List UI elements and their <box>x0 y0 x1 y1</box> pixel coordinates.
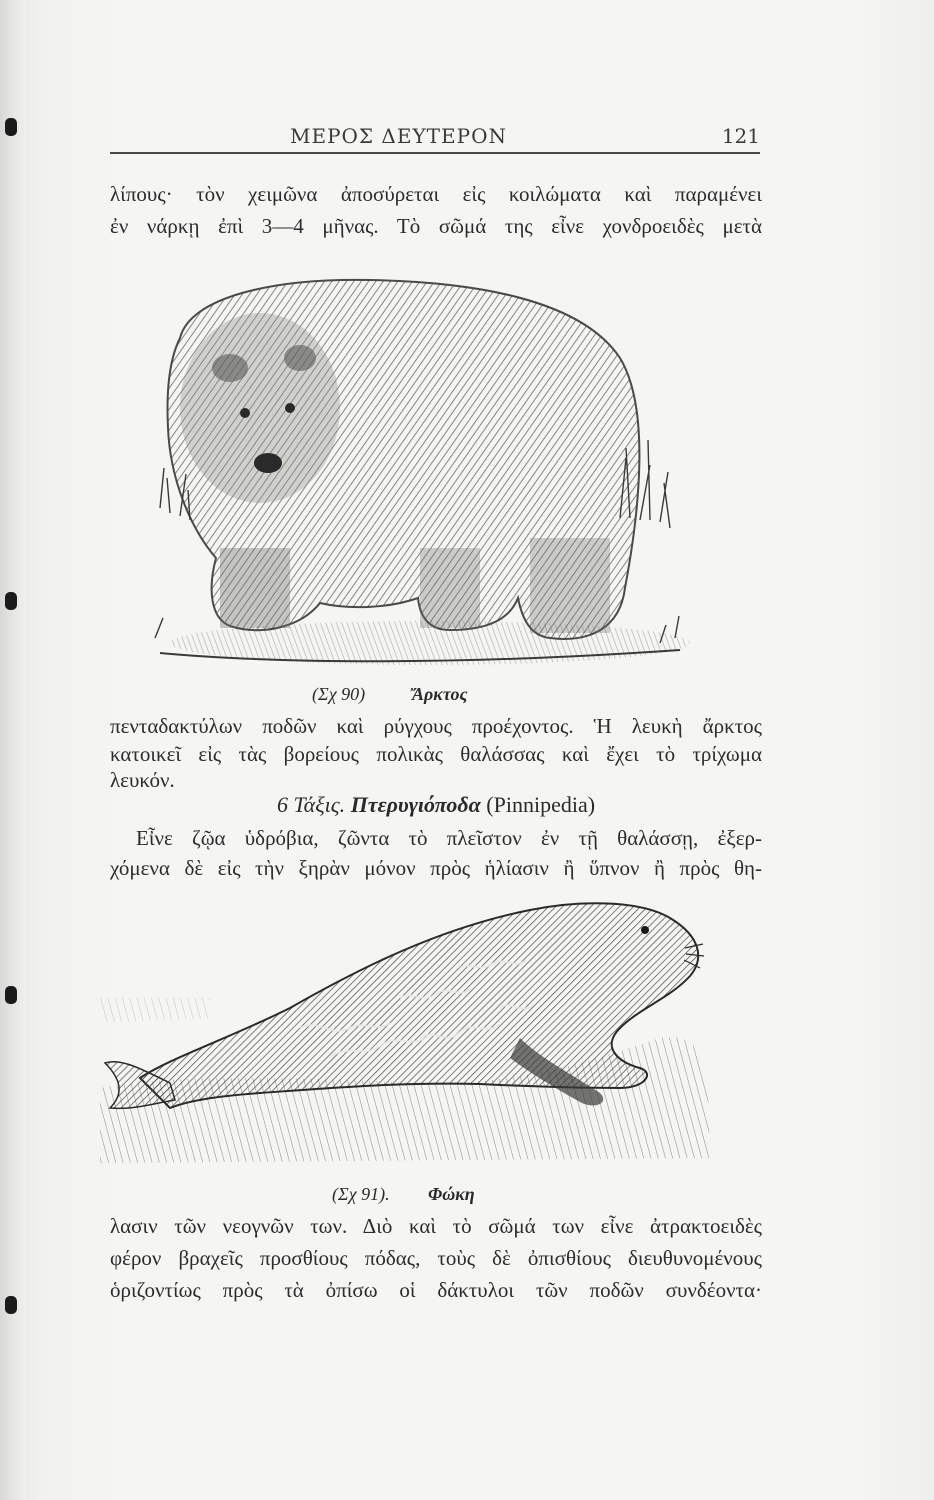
seal-caption-name: Φώκη <box>428 1184 475 1204</box>
binding-hole <box>5 1296 17 1314</box>
text-line: λευκόν. <box>110 768 175 792</box>
text-line: ὁριζοντίως πρὸς τὰ ὀπίσω οἱ δάκτυλοι τῶν ποδῶν συνδέοντα· <box>110 1278 762 1302</box>
bear-caption-number: (Σχ 90) <box>312 684 366 704</box>
text-line: πενταδακτύλων ποδῶν καὶ ρύγχους προέχοντος. Ἡ λευκὴ ἄρκτος <box>110 714 762 738</box>
section-name: Πτερυγιόποδα <box>350 792 481 817</box>
header-rule <box>110 152 760 154</box>
binding-hole <box>5 986 17 1004</box>
bear-illustration <box>150 258 690 678</box>
page-number: 121 <box>721 124 760 148</box>
bear-caption-name: Ἄρκτος <box>412 684 468 704</box>
section-heading <box>110 792 762 818</box>
text-line: Εἶνε ζῷα ὑδρόβια, ζῶντα τὸ πλεῖστον ἐν τῇ θαλάσσῃ, ἐξερ- <box>136 826 762 850</box>
text-line: κατοικεῖ εἰς τὰς βορείους πολικὰς θαλάσσας καὶ ἔχει τὸ τρίχωμα <box>110 742 762 766</box>
page-header <box>110 118 760 152</box>
text-line: ἐν νάρκῃ ἐπὶ 3—4 μῆνας. Τὸ σῶμά της εἶνε χονδροειδὲς μετὰ <box>110 214 762 238</box>
section-label: Τάξις. <box>293 792 346 817</box>
section-latin: (Pinnipedia) <box>486 792 596 817</box>
text-line: λίπους· τὸν χειμῶνα ἀποσύρεται εἰς κοιλώματα καὶ παραμένει <box>110 182 762 206</box>
running-head: ΜΕΡΟΣ ΔΕΥΤΕΡΟΝ <box>290 124 507 148</box>
binding-edge <box>0 0 26 1500</box>
section-number: 6 <box>276 792 288 817</box>
seal-illustration <box>100 888 720 1178</box>
binding-hole <box>5 592 17 610</box>
text-line: φέρον βραχεῖς προσθίους πόδας, τοὺς δὲ ὀπισθίους διευθυνομένους <box>110 1246 762 1270</box>
seal-caption-number: (Σχ 91). <box>332 1184 390 1204</box>
binding-hole <box>5 118 17 136</box>
text-line: χόμενα δὲ εἰς τὴν ξηρὰν μόνον πρὸς ἡλίασιν ἢ ὕπνον ἢ πρὸς θη- <box>110 856 762 880</box>
text-line: λασιν τῶν νεογνῶν των. Διὸ καὶ τὸ σῶμά των εἶνε ἀτρακτοειδὲς <box>110 1214 762 1238</box>
